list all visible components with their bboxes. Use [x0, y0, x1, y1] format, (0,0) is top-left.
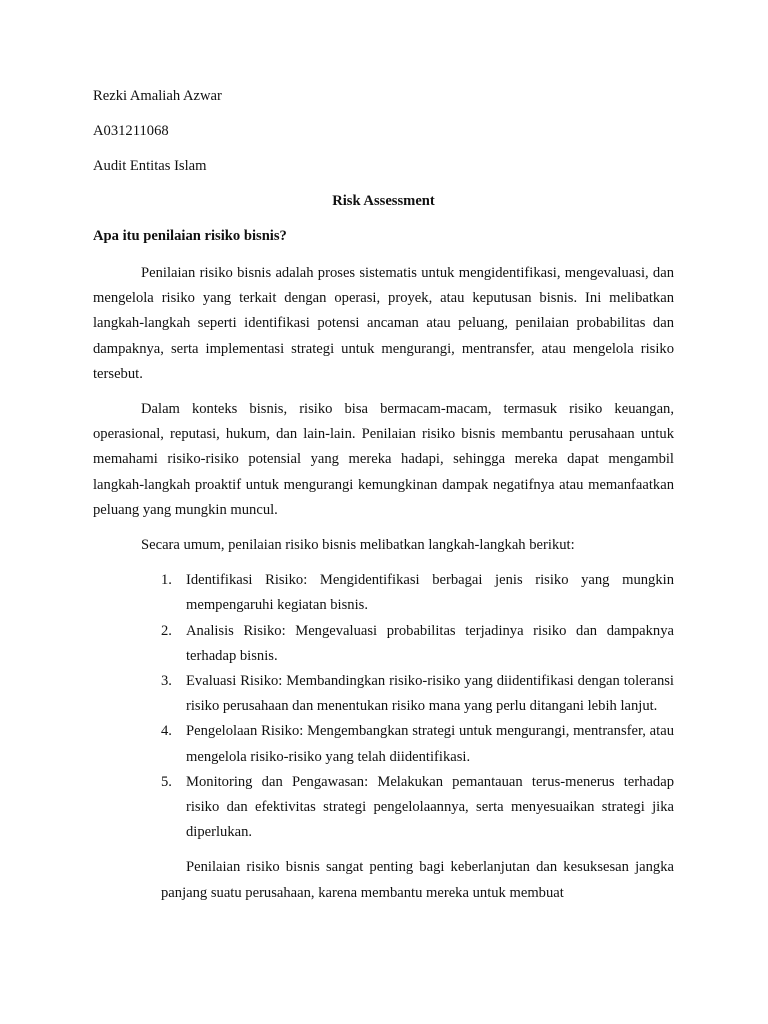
- steps-intro: Secara umum, penilaian risiko bisnis melibatkan langkah-langkah berikut:: [141, 537, 575, 554]
- list-item-number: 1.: [161, 572, 172, 589]
- list-item: [93, 568, 674, 618]
- list-item: [93, 619, 674, 669]
- list-item-text: Analisis Risiko: Mengevaluasi probabilitas terjadinya risiko dan dampaknya terhadap bisnis.: [186, 622, 674, 664]
- document-page: [93, 86, 674, 906]
- list-item-text: Evaluasi Risiko: Membandingkan risiko-risiko yang diidentifikasi dengan toleransi risiko perusahaan dan menentukan risiko mana yang perlu ditangani lebih lanjut.: [186, 673, 674, 715]
- list-item-number: 4.: [161, 723, 172, 740]
- paragraph-context: Dalam konteks bisnis, risiko bisa bermacam-macam, termasuk risiko keuangan, operasional, reputasi, hukum, dan lain-lain. Penilaian risiko bisnis membantu perusahaan untuk memahami risiko-risiko potensial yang mereka hadapi, sehingga mereka dapat mengambil langkah-langkah proaktif untuk mengurangi kemungkinan dampak negatifnya atau memanfaatkan peluang yang mungkin muncul.: [93, 401, 674, 518]
- list-item-number: 2.: [161, 622, 172, 639]
- list-item-text: Monitoring dan Pengawasan: Melakukan pemantauan terus-menerus terhadap risiko dan efektivitas strategi pengelolaannya, serta menyesuaikan strategi jika diperlukan.: [186, 773, 674, 841]
- author-name: Rezki Amaliah Azwar: [93, 88, 222, 104]
- list-item: [93, 669, 674, 719]
- steps-list: [93, 568, 674, 845]
- course-name: Audit Entitas Islam: [93, 158, 207, 174]
- student-id: A031211068: [93, 123, 169, 139]
- list-item-number: 5.: [161, 773, 172, 790]
- list-item: [93, 770, 674, 846]
- list-item-text: Pengelolaan Risiko: Mengembangkan strategi untuk mengurangi, mentransfer, atau mengelola risiko-risiko yang telah diidentifikasi.: [186, 723, 674, 765]
- section-heading: Apa itu penilaian risiko bisnis?: [93, 228, 287, 244]
- document-title: Risk Assessment: [332, 193, 435, 209]
- list-item-text: Identifikasi Risiko: Mengidentifikasi berbagai jenis risiko yang mungkin mempengaruhi kegiatan bisnis.: [186, 572, 674, 614]
- list-item-number: 3.: [161, 673, 172, 690]
- paragraph-definition: Penilaian risiko bisnis adalah proses sistematis untuk mengidentifikasi, mengevaluasi, dan mengelola risiko yang terkait dengan operasi, proyek, atau keputusan bisnis. Ini melibatkan langkah-langkah seperti identifikasi potensi ancaman atau peluang, penilaian probabilitas dan dampaknya, serta implementasi strategi untuk mengurangi, mentransfer, atau mengelola risiko tersebut.: [93, 265, 674, 382]
- list-item: [93, 719, 674, 769]
- paragraph-closing: Penilaian risiko bisnis sangat penting bagi keberlanjutan dan kesuksesan jangka panjang suatu perusahaan, karena membantu mereka untuk membuat: [161, 859, 674, 901]
